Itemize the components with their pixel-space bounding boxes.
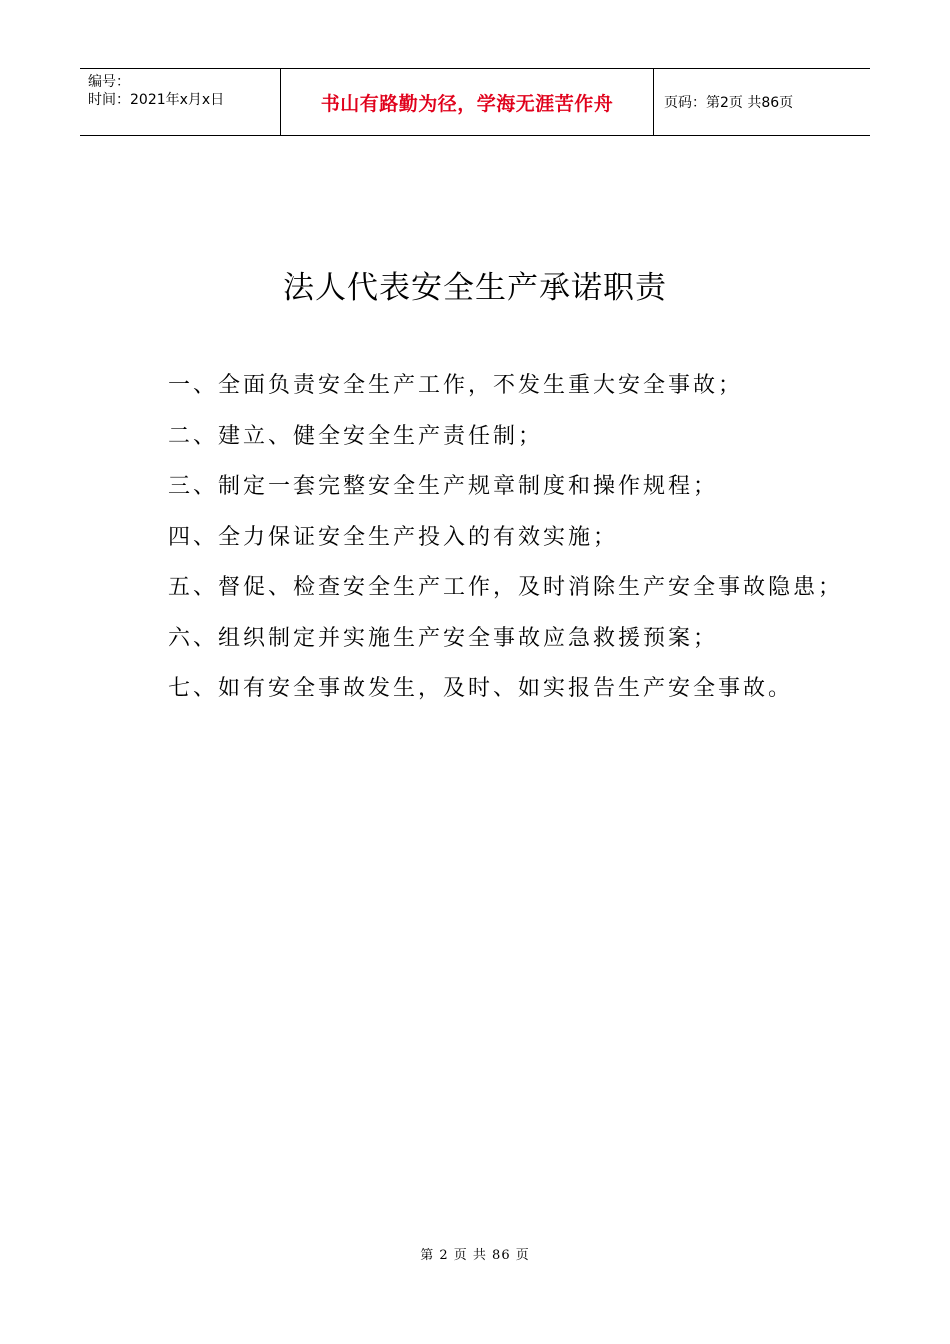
list-item: 六、组织制定并实施生产安全事故应急救援预案； (168, 625, 719, 651)
list-item: 一、全面负责安全生产工作，不发生重大安全事故； (168, 373, 744, 398)
list-item: 五、督促、检查安全生产工作，及时消除生产安全事故隐患； (168, 575, 844, 600)
header-motto-cell (281, 69, 654, 135)
header-meta-cell (80, 69, 281, 135)
list-item: 二、建立、健全安全生产责任制； (168, 423, 544, 449)
header-motto: 书山有路勤为径，学海无涯苦作舟 (320, 92, 614, 115)
page-footer: 第 2 页 共 86 页 (420, 1248, 530, 1263)
document-number-label: 编号： (88, 74, 130, 90)
list-item: 三、制定一套完整安全生产规章制度和操作规程； (168, 474, 719, 499)
list-item: 七、如有安全事故发生，及时、如实报告生产安全事故。 (168, 676, 794, 701)
document-time-label: 时间：2021年x月x日 (88, 92, 225, 108)
document-title: 法人代表安全生产承诺职责 (283, 270, 667, 306)
header-page-cell (654, 69, 870, 135)
header-page-info: 页码：第2页 共86页 (664, 95, 794, 111)
document-header (80, 68, 870, 136)
commitment-list (168, 364, 868, 718)
list-item: 四、全力保证安全生产投入的有效实施； (168, 524, 619, 550)
